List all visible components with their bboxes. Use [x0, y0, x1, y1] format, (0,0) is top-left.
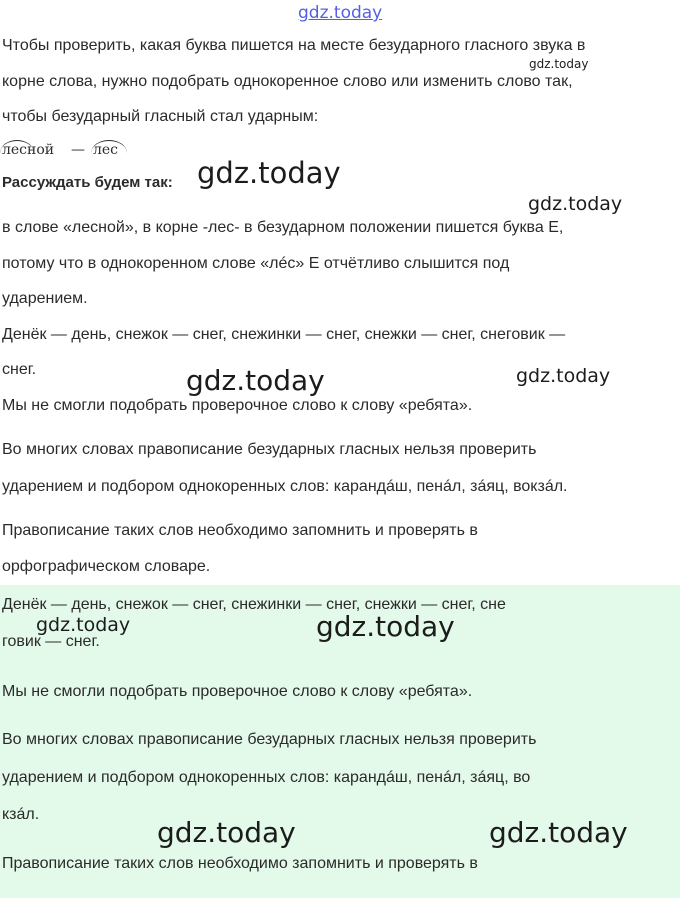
reasoning-line-3: ударением.: [2, 290, 88, 307]
watermark: gdz.today: [186, 364, 325, 397]
remember-line-2: орфографическом словаре.: [2, 558, 211, 575]
green-pairs-line-2: говик — снег.: [2, 633, 100, 650]
intro-line-1: Чтобы проверить, какая буква пишется на месте безударного гласного звука в: [2, 37, 586, 54]
watermark: gdz.today: [197, 156, 341, 190]
example-word-lesnoy: лесной: [2, 142, 55, 158]
watermark: gdz.today: [36, 614, 131, 636]
green-many-line-1: Во многих словах правописание безударных гласных нельзя проверить: [2, 731, 537, 748]
pairs-line-1: Денёк — день, снежок — снег, снежинки — снег, снежки — снег, снеговик —: [2, 326, 566, 343]
green-many-line-3: кзáл.: [2, 806, 40, 823]
reasoning-line-2: потому что в однокоренном слове «лéс» Е отчётливо слышится под: [2, 255, 510, 272]
remember-line-1: Правописание таких слов необходимо запомнить и проверять в: [2, 522, 478, 539]
many-line-1: Во многих словах правописание безударных гласных нельзя проверить: [2, 441, 537, 458]
reasoning-heading: Рассуждать будем так:: [2, 174, 173, 191]
green-rebyata-line: Мы не смогли подобрать проверочное слово к слову «ребята».: [2, 683, 473, 700]
example-word-les: лес: [93, 142, 119, 158]
rebyata-line: Мы не смогли подобрать проверочное слово к слову «ребята».: [2, 397, 473, 414]
many-line-2: ударением и подбором однокоренных слов: карандáш, пенáл, зáяц, вокзáл.: [2, 478, 568, 495]
watermark: gdz.today: [489, 816, 628, 849]
watermark-link[interactable]: gdz.today: [298, 3, 383, 23]
green-remember-line-1: Правописание таких слов необходимо запомнить и проверять в: [2, 855, 478, 872]
watermark: gdz.today: [157, 816, 296, 849]
pairs-line-2: снег.: [2, 361, 37, 378]
green-many-line-2: ударением и подбором однокоренных слов: карандáш, пенáл, зáяц, во: [2, 769, 531, 786]
watermark: gdz.today: [516, 365, 611, 387]
example-dash: —: [71, 142, 85, 158]
green-pairs-line-1: Денёк — день, снежок — снег, снежинки — снег, снежки — снег, сне: [2, 596, 506, 613]
reasoning-line-1: в слове «лесной», в корне -лес- в безударном положении пишется буква Е,: [2, 219, 564, 236]
watermark: gdz.today: [528, 193, 623, 215]
intro-line-3: чтобы безударный гласный стал ударным:: [2, 108, 319, 125]
intro-line-2: корне слова, нужно подобрать однокоренное слово или изменить слово так,: [2, 73, 573, 90]
watermark: gdz.today: [316, 610, 455, 643]
watermark: gdz.today: [529, 57, 589, 71]
